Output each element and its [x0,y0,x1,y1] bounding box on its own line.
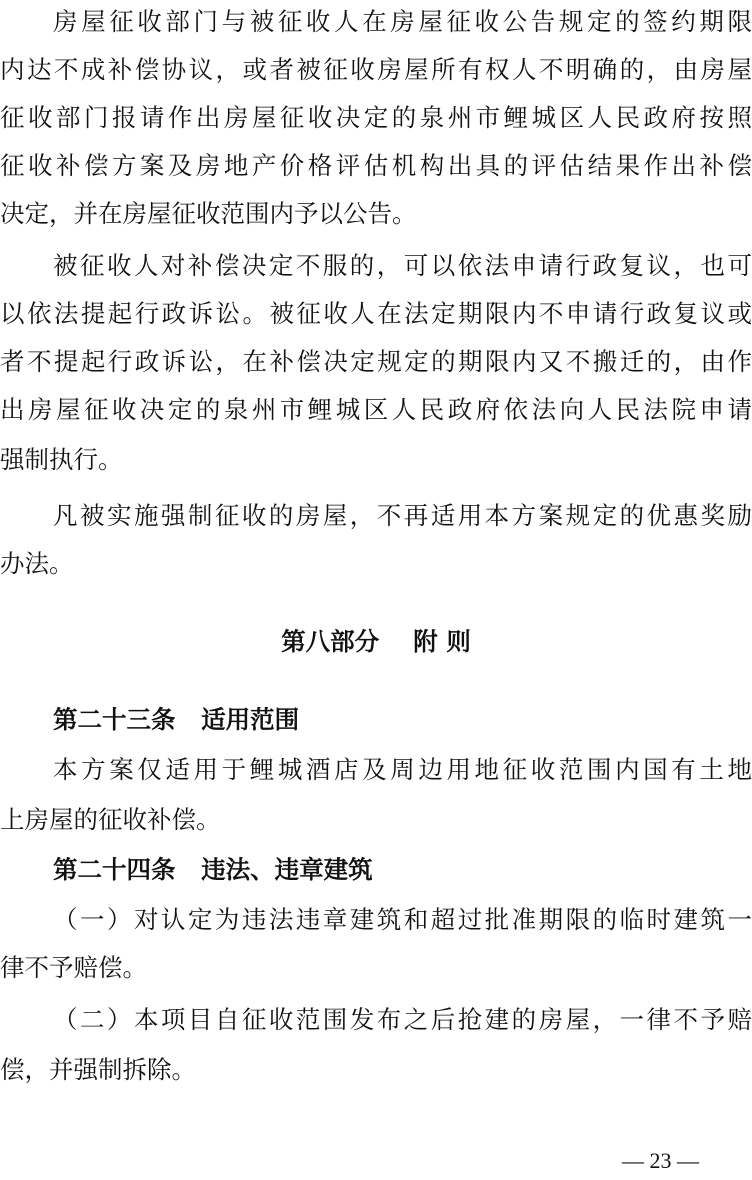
article-23-title: 第二十三条 适用范围 [53,705,300,734]
paragraph-line: 强制执行。 [0,445,123,474]
paragraph-line: 内达不成补偿协议，或者被征收房屋所有权人不明确的，由房屋 [0,55,752,84]
paragraph-line: 房屋征收部门与被征收人在房屋征收公告规定的签约期限 [53,7,752,36]
part-heading: 第八部分 附 则 [281,627,471,656]
page-number: — 23 — [622,1148,699,1173]
paragraph-line: 者不提起行政诉讼，在补偿决定规定的期限内又不搬迁的，由作 [0,347,752,376]
article-24-title: 第二十四条 违法、违章建筑 [53,855,373,884]
paragraph-line: （二）本项目自征收范围发布之后抢建的房屋，一律不予赔 [53,1005,752,1034]
paragraph-line: （一）对认定为违法违章建筑和超过批准期限的临时建筑一 [53,905,752,934]
paragraph-line: 凡被实施强制征收的房屋，不再适用本方案规定的优惠奖励 [53,501,752,530]
paragraph-line: 被征收人对补偿决定不服的，可以依法申请行政复议，也可 [53,251,752,280]
paragraph-line: 上房屋的征收补偿。 [0,805,221,834]
paragraph-line: 以依法提起行政诉讼。被征收人在法定期限内不申请行政复议或 [0,299,752,328]
paragraph-line: 办法。 [0,549,74,578]
paragraph-line: 出房屋征收决定的泉州市鲤城区人民政府依法向人民法院申请 [0,395,752,424]
paragraph-line: 征收部门报请作出房屋征收决定的泉州市鲤城区人民政府按照 [0,103,752,132]
paragraph-line: 征收补偿方案及房地产价格评估机构出具的评估结果作出补偿 [0,151,752,180]
paragraph-line: 偿，并强制拆除。 [0,1055,196,1084]
paragraph-line: 决定，并在房屋征收范围内予以公告。 [0,199,417,228]
paragraph-line: 本方案仅适用于鲤城酒店及周边用地征收范围内国有土地 [53,755,752,784]
paragraph-line: 律不予赔偿。 [0,953,147,982]
